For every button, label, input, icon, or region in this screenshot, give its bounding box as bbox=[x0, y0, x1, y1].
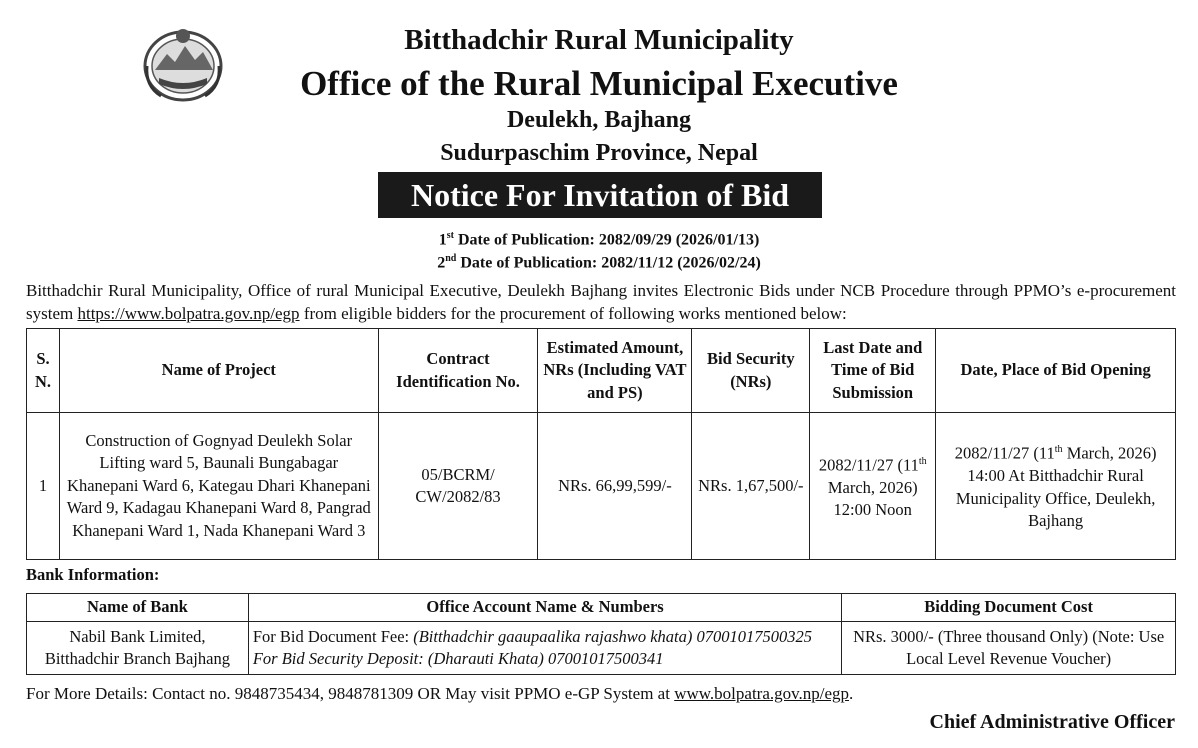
account-details: For Bid Document Fee: (Bitthadchir gaaupaalika rajashwo khata) 07001017500325 For Bid Security Deposit: (Dharauti Khata) 07001017500341 bbox=[248, 622, 841, 675]
intro-paragraph: Bitthadchir Rural Municipality, Office of rural Municipal Executive, Deulekh Bajhang invites Electronic Bids under NCB Procedure through PPMO’s e-procurement system https://www.bolpatra.gov.np/egp from eligible bidders for the procurement of following works mentioned below: bbox=[26, 281, 1176, 323]
more-details: For More Details: Contact no. 9848735434, 9848781309 OR May visit PPMO e-GP System at www.bolpatra.gov.np/egp. bbox=[26, 684, 854, 703]
header-bid-opening: Date, Place of Bid Opening bbox=[936, 329, 1176, 413]
row-contract-id: 05/BCRM/ CW/2082/83 bbox=[378, 413, 538, 560]
bank-info-label: Bank Information: bbox=[26, 565, 160, 584]
row-sn: 1 bbox=[27, 413, 60, 560]
bid-table-header-row bbox=[27, 329, 1176, 413]
row-project-name: Construction of Gognyad Deulekh Solar Lifting ward 5, Baunali Bungabagar Khanepani Ward 6, Kategau Dhari Khanepani Ward 9, Kadagau Khanepani Ward 8, Pangrad Khanepani Ward 1, Nada Khanepani Ward 3 bbox=[59, 413, 378, 560]
header-bank-name: Name of Bank bbox=[27, 594, 249, 622]
row-submission-date: 2082/11/27 (11th March, 2026) 12:00 Noon bbox=[810, 413, 936, 560]
row-bid-security: NRs. 1,67,500/- bbox=[692, 413, 810, 560]
document-cost: NRs. 3000/- (Three thousand Only) (Note: Use Local Level Revenue Voucher) bbox=[842, 622, 1176, 675]
header-estimated-amount: Estimated Amount, NRs (Including VAT and PS) bbox=[538, 329, 692, 413]
bolpatra-link[interactable]: www.bolpatra.gov.np/egp bbox=[674, 684, 850, 703]
header-last-date: Last Date and Time of Bid Submission bbox=[810, 329, 936, 413]
row-bid-opening: 2082/11/27 (11th March, 2026) 14:00 At Bitthadchir Rural Municipality Office, Deulekh, Bajhang bbox=[936, 413, 1176, 560]
bank-table-header-row bbox=[27, 594, 1176, 622]
table-row bbox=[27, 622, 1176, 675]
egp-link[interactable]: https://www.bolpatra.gov.np/egp bbox=[77, 304, 300, 323]
bank-table bbox=[26, 593, 1176, 675]
office-location: Deulekh, Bajhang bbox=[506, 107, 692, 133]
bank-name: Nabil Bank Limited, Bitthadchir Branch Bajhang bbox=[27, 622, 249, 675]
municipality-name: Bitthadchir Rural Municipality bbox=[404, 24, 794, 56]
header-document-cost: Bidding Document Cost bbox=[842, 594, 1176, 622]
office-name: Office of the Rural Municipal Executive bbox=[300, 64, 898, 103]
second-publication-date: 2nd Date of Publication: 2082/11/12 (2026/02/24) bbox=[437, 253, 761, 272]
bid-table bbox=[26, 328, 1176, 560]
header-bid-security: Bid Security (NRs) bbox=[692, 329, 810, 413]
header-sn: S. N. bbox=[27, 329, 60, 413]
header-contract-id: Contract Identification No. bbox=[378, 329, 538, 413]
header-account: Office Account Name & Numbers bbox=[248, 594, 841, 622]
signature-title: Chief Administrative Officer bbox=[929, 711, 1175, 733]
first-publication-date: 1st Date of Publication: 2082/09/29 (2026/01/13) bbox=[438, 230, 760, 249]
province-name: Sudurpaschim Province, Nepal bbox=[440, 140, 758, 166]
table-row bbox=[27, 413, 1176, 560]
header-project-name: Name of Project bbox=[59, 329, 378, 413]
notice-title: Notice For Invitation of Bid bbox=[378, 172, 822, 218]
row-estimated-amount: NRs. 66,99,599/- bbox=[538, 413, 692, 560]
